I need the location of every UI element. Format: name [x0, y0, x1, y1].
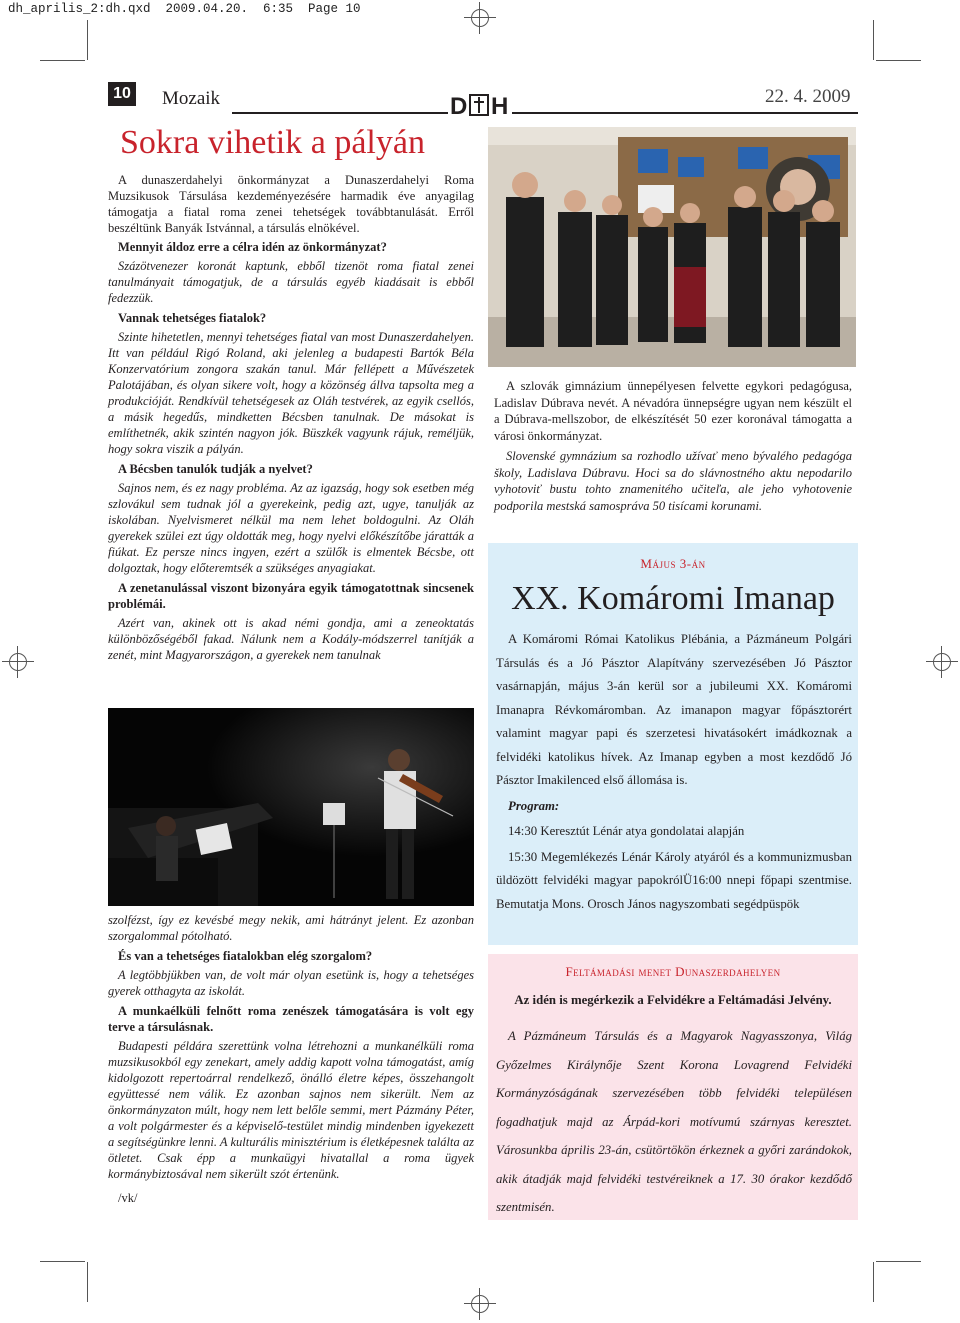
print-slug: dh_aprilis_2:dh.qxd 2009.04.20. 6:35 Page 10 [8, 2, 361, 16]
issue-date: 22. 4. 2009 [765, 86, 851, 107]
registration-mark-bottom [464, 1288, 496, 1320]
crop-mark [87, 1262, 88, 1302]
svg-text:H: H [491, 93, 509, 118]
answer: szolfézst, így ez kevésbé megy nekik, ami hátrányt jelent. Ez azonban szorgalommal pótolható. [108, 913, 474, 943]
registration-mark-left [2, 646, 34, 678]
dh-logo-icon [448, 92, 512, 118]
imanap-kicker: Május 3-án [640, 556, 706, 571]
ceremony-photo [488, 127, 856, 367]
feltamadasi-text [496, 1022, 852, 1222]
program-item: 15:30 Megemlékezés Lénár Károly atyáról és a kommunizmusban üldözött felvidéki magyar papokrólÜ16:00 nnepi főpapi szentmise. Bemutatja Mons. Orosch János nagyszombati segédpüspök [496, 849, 852, 911]
question: A Bécsben tanulók tudják a nyelvet? [118, 462, 313, 476]
answer: Budapesti példára szerettünk volna létrehozni a munkanélküli roma muzsikusokból egy zenekart, amely addig kapott volna támogatást, amíg kidolgozott repertoárral rendelkező, önálló életre képes, összehangolt együttessé nem válik. Ez azonban sajnos nem sikerült. Nem az önkormányzaton múlt, hogy nem lett belőle semmi, mert Pázmány Péter, a volt polgármester és a képviselő-testület mindig mindenben igyekezett a segítségünkre lenni. A kulturális minisztérium is életképesnek találta az ötletet. Csak épp a munkaügyi hivatallal a roma ügyek kormánybiztosával nem sikerült szót értenünk. [108, 1039, 474, 1181]
crop-mark [87, 20, 88, 60]
svg-text:D: D [450, 93, 468, 118]
answer: Százötvenezer koronát kaptunk, ebből tizenöt roma fiatal zenei tanulmányait támogatjuk, de a társulás egyéb kiadásait is ebből fedezzük. [108, 259, 474, 305]
caption-hungarian: A szlovák gimnázium ünnepélyesen felvette egykori pedagógusa, Ladislav Dúbrava nevét. A névadóra ünnepségre ugyan nem készült el a Dúbrava-mellszobor, de elkészítését 50 ezer koronával támogatta a városi önkormányzat. [494, 379, 852, 443]
crop-mark [40, 1261, 85, 1262]
article-column-upper [108, 172, 474, 663]
author-signature: /vk/ [118, 1191, 138, 1205]
answer: Sajnos nem, és ez nagy probléma. Az az igazság, hogy sok esetben még szlovákul sem tudnak jól a gyerekeink, pedig azt, ugye, tanulják az iskolában. Nyelvismeret nélkül ma nem lehet boldogulni. Az Oláh gyerekek szülei ezt úgy oldották meg, hogy nyelvi előkészítőbe járatták a fiúkat. Ez persze nincs ingyen, ezért a szülők is elmentek Bécsbe, ott dolgoztak, hogy előteremtsék a szükséges anyagiakat. [108, 481, 474, 575]
page-number: 10 [108, 82, 136, 106]
program-label: Program: [508, 798, 560, 813]
concert-photo [108, 708, 474, 906]
question: És van a tehetséges fiatalokban elég szorgalom? [118, 949, 373, 963]
imanap-body: A Komáromi Római Katolikus Plébánia, a Pázmáneum Polgári Társulás és a Jó Pásztor Alapítvány szervezésében Jó Pásztor vasárnapján, május 3-án kerül sor a jubileumi XX. Komáromi Imanapra Révkomáromban. Az imanapon magyar főpásztorért valamint magyar papi és szerzetesi hivatásokért imádkoznak a felvidéki katolikus hívek. Az Imanap egyben a most kezdődő Jó Pásztor Imakilenced első állomása is. [496, 632, 852, 787]
article-headline: Sokra vihetik a pályán [120, 124, 425, 161]
question: A zenetanulással viszont bizonyára egyik támogatottnak sincsenek problémái. [108, 581, 474, 611]
crop-mark [873, 1262, 874, 1302]
answer: A legtöbbjükben van, de volt már olyan esetünk is, hogy a tehetséges gyerek otthagyta az iskolát. [108, 968, 474, 998]
question: A munkaélküli felnőtt roma zenészek támogatására is volt egy terve a társulásnak. [108, 1004, 474, 1034]
caption-slovak: Slovenské gymnázium sa rozhodlo užívať meno bývalého pedagóga školy, Ladislava Dúbravu. Hoci sa do slávnostného aktu nepodarilo vyhotoviť bustu tohto znamenitého učiteľa, ale jeho vyhotovenie podporila mestská samospráva 50 tisícami korunami. [494, 449, 852, 513]
crop-mark [876, 1261, 921, 1262]
feltamadasi-title: Feltámadási menet Dunaszerdahelyen [565, 964, 781, 979]
imanap-text [496, 628, 852, 916]
header-rule [512, 112, 858, 114]
article-column-lower [108, 912, 474, 1206]
crop-mark [873, 20, 874, 60]
answer: Szinte hihetetlen, mennyi tehetséges fiatal van most Dunaszerdahelyen. Itt van például Rigó Roland, aki jelenleg a budapesti Bartók Béla Konzervatórium zongora szakán tanul. Már fellépett a Művészetek Palotájában, és olyan sikere volt, hogy a közönség állva tapsolta meg a produkcióját. Rendkívül tehetségesek az Oláh testvérek, az egyik csellós, a másik hegedűs, mindketten Bécsben tanulnak. De másokat is említhetnék, akik szintén nagyon jók. Büszkék vagyunk rájuk, reméljük, hogy sokra viszik a pályán. [108, 330, 474, 456]
photo-caption [494, 378, 852, 514]
header-rule [232, 112, 448, 114]
registration-mark-top [464, 2, 496, 34]
section-label: Mozaik [162, 88, 221, 109]
imanap-title: XX. Komáromi Imanap [511, 580, 835, 617]
question: Mennyit áldoz erre a célra idén az önkormányzat? [118, 240, 387, 254]
question: Vannak tehetséges fiatalok? [118, 311, 267, 325]
article-intro: A dunaszerdahelyi önkormányzat a Dunaszerdahelyi Roma Muzsikusok Társulása kezdeményezésére harmadik éve anyagilag támogatja a fiatal roma zenei tehetségek továbbtanulását. Erről beszéltünk Banyák Istvánnal, a társulás elnökével. [108, 173, 474, 235]
crop-mark [40, 60, 85, 61]
answer: Azért van, akinek ott is akad némi gondja, ami a zeneoktatás különbözőségéből fakad. Nálunk nem a Kodály-módszerrel tanítják a zenét, mint Magyarországon, a gyerekek nem tanulnak [108, 616, 474, 662]
crop-mark [876, 60, 921, 61]
feltamadasi-subtitle: Az idén is megérkezik a Felvidékre a Feltámadási Jelvény. [514, 993, 832, 1007]
feltamadasi-body: A Pázmáneum Társulás és a Magyarok Nagyasszonya, Világ Győzelmes Királynője Szent Korona Lovagrend Felvidéki Kormányzóságának szervezésében több felvidéki településen fogadhatjuk majd az Árpád-kori motívumú szárnyas keresztet. Városunkba április 23-án, csütörtökön érkeznek a győri zarándokok, akik átadják majd felvidéki testvéreiknek a 17. 30 órakor kezdődő szentmisén. [496, 1029, 852, 1214]
registration-mark-right [926, 646, 958, 678]
program-item: 14:30 Keresztút Lénár atya gondolatai alapján [508, 824, 745, 838]
